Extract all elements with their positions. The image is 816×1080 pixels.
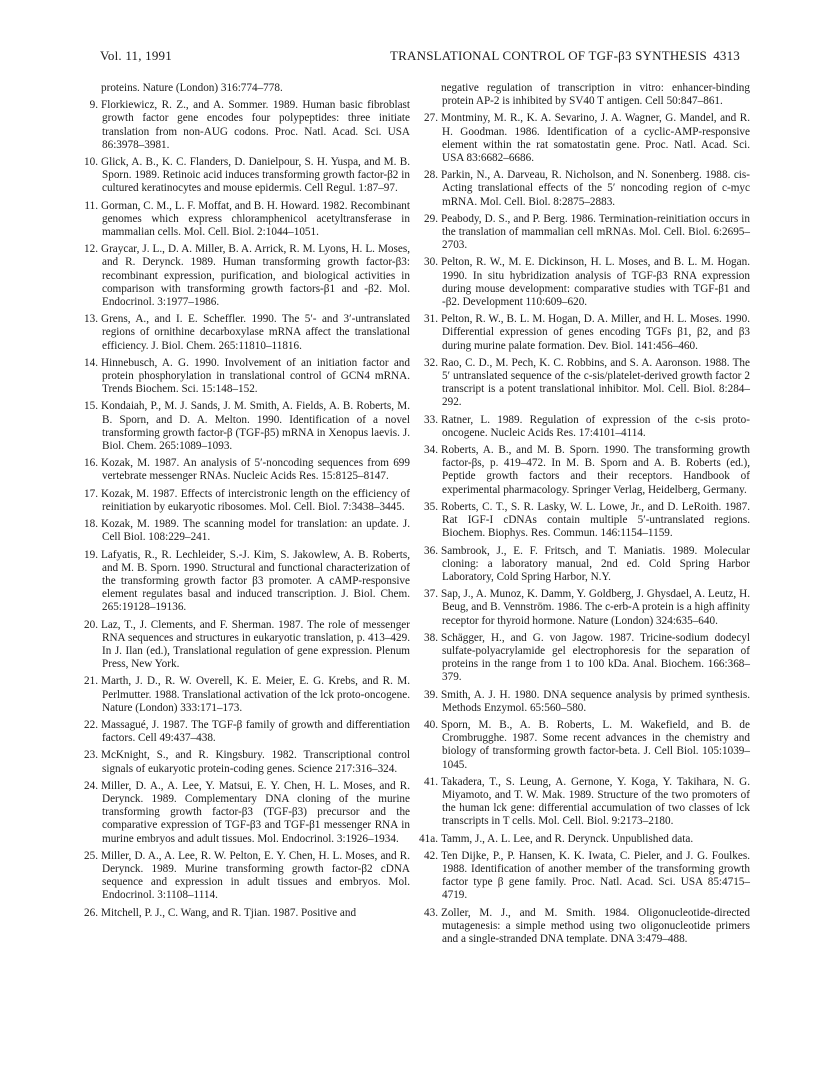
reference-text: Roberts, A. B., and M. B. Sporn. 1990. The transforming growth factor-βs, p. 419–472. In M. B. Sporn and A. B. Roberts (ed.), Peptide growth factors and their receptors. Handbook of experimental pharmacology. Springer Verlag, Heidelberg, Germany. <box>441 444 750 496</box>
reference-entry <box>80 400 410 453</box>
reference-entry <box>80 719 410 745</box>
reference-number: 10. <box>84 156 98 169</box>
reference-number: 24. <box>84 779 98 792</box>
reference-text: Kozak, M. 1989. The scanning model for translation: an update. J. Cell Biol. 108:229–241. <box>101 518 410 544</box>
reference-text: Pelton, R. W., M. E. Dickinson, H. L. Moses, and B. L. M. Hogan. 1990. In situ hybridization analysis of TGF-β3 RNA expression during mouse development: comparative studies with TGF-β1 and -β2. Development 110:609–620. <box>441 256 750 309</box>
reference-text: Florkiewicz, R. Z., and A. Sommer. 1989. Human basic fibroblast growth factor gene encodes four polypeptides: three initiate translation from non-AUG codons. Proc. Natl. Acad. Sci. USA 86:3978–3981. <box>101 99 410 151</box>
reference-entry <box>80 675 410 715</box>
reference-number: 42. <box>424 849 438 862</box>
reference-number: 40. <box>424 718 438 731</box>
reference-text: Mitchell, P. J., C. Wang, and R. Tjian. 1987. Positive and <box>101 906 357 919</box>
reference-text: Pelton, R. W., B. L. M. Hogan, D. A. Miller, and H. L. Moses. 1990. Differential expression of genes encoding TGFs β1, β2, and β3 during murine palate formation. Dev. Biol. 141:456–460. <box>441 313 750 352</box>
reference-entry <box>80 200 410 240</box>
reference-number: 43. <box>424 906 438 919</box>
reference-entry <box>80 156 410 196</box>
reference-number: 41a. <box>419 832 438 845</box>
reference-text: Lafyatis, R., R. Lechleider, S.-J. Kim, S. Jakowlew, A. B. Roberts, and M. B. Sporn. 1990. Structural and functional characterization of the transforming growth factor β3 promoter. A cAMP-responsive element regulates basal and induced transcription. J. Biol. Chem. 265:19128–19136. <box>101 548 410 614</box>
reference-entry <box>420 501 750 541</box>
reference-entry <box>80 357 410 397</box>
reference-entry <box>80 518 410 544</box>
reference-number: 18. <box>84 518 98 531</box>
reference-text: Massagué, J. 1987. The TGF-β family of growth and differentiation factors. Cell 49:437–438. <box>101 718 410 745</box>
reference-entry <box>80 549 410 615</box>
reference-text: Schägger, H., and G. von Jagow. 1987. Tricine-sodium dodecyl sulfate-polyacrylamide gel electrophoresis for the separation of proteins in the range from 1 to 100 kDa. Anal. Biochem. 166:368–379. <box>441 631 750 684</box>
reference-text: negative regulation of transcription in vitro: enhancer-binding protein AP-2 is inhibited by SV40 T antigen. Cell 50:847–861. <box>441 82 750 108</box>
reference-number: 13. <box>84 313 98 326</box>
reference-entry <box>80 82 410 95</box>
reference-text: Grens, A., and I. E. Scheffler. 1990. The 5′- and 3′-untranslated regions of ornithine decarboxylase mRNA affect the translational efficiency. J. Biol. Chem. 265:11810–11816. <box>101 313 410 352</box>
reference-entry <box>420 169 750 209</box>
reference-entry <box>420 256 750 309</box>
reference-text: Parkin, N., A. Darveau, R. Nicholson, and N. Sonenberg. 1988. cis-Acting translational effects of the 5′ noncoding region of c-myc mRNA. Mol. Cell. Biol. 8:2875–2883. <box>441 169 750 208</box>
reference-entry <box>420 850 750 903</box>
reference-text: Kozak, M. 1987. An analysis of 5′-noncoding sequences from 699 vertebrate messenger RNAs. Nucleic Acids Res. 15:8125–8147. <box>101 457 410 483</box>
reference-entry <box>420 545 750 585</box>
reference-number: 12. <box>84 243 98 256</box>
reference-number: 39. <box>424 688 438 701</box>
reference-entry <box>420 313 750 353</box>
reference-text: Ten Dijke, P., P. Hansen, K. K. Iwata, C. Pieler, and J. G. Foulkes. 1988. Identification of another member of the transforming growth factor type β gene family. Proc. Natl. Acad. Sci. USA 85:4715–4719. <box>441 849 750 902</box>
reference-entry <box>420 82 750 108</box>
reference-entry <box>420 357 750 410</box>
reference-text: Marth, J. D., R. W. Overell, K. E. Meier, E. G. Krebs, and R. M. Perlmutter. 1988. Translational activation of the lck proto-oncogene. Nature (London) 333:171–173. <box>101 675 410 714</box>
reference-text: Zoller, M. J., and M. Smith. 1984. Oligonucleotide-directed mutagenesis: a simple method using two oligonucleotide primers and a single-stranded DNA template. DNA 3:479–488. <box>441 906 750 945</box>
reference-entry <box>80 619 410 672</box>
reference-number: 26. <box>84 906 98 919</box>
reference-entry <box>420 907 750 947</box>
reference-number: 25. <box>84 849 98 862</box>
reference-number: 20. <box>84 618 98 631</box>
reference-number: 17. <box>84 487 98 500</box>
reference-text: Gorman, C. M., L. F. Moffat, and B. H. Howard. 1982. Recombinant genomes which express chloramphenicol acetyltransferase in mammalian cells. Mol. Cell. Biol. 2:1044–1051. <box>101 199 410 239</box>
reference-number: 30. <box>424 256 438 269</box>
reference-number: 16. <box>84 457 98 470</box>
reference-text: Kondaiah, P., M. J. Sands, J. M. Smith, A. Fields, A. B. Roberts, M. B. Sporn, and D. A. Melton. 1990. Identification of a novel transforming growth factor-β (TGF-β5) mRNA in Xenopus laevis. J. Biol. Chem. 265:1089–1093. <box>101 400 410 453</box>
reference-entry <box>420 689 750 715</box>
page-header <box>100 48 740 70</box>
reference-number: 41. <box>424 775 438 788</box>
reference-entry <box>420 632 750 685</box>
reference-number: 14. <box>84 356 98 369</box>
reference-text: Miller, D. A., A. Lee, R. W. Pelton, E. Y. Chen, H. L. Moses, and R. Derynck. 1989. Murine transforming growth factor-β2 cDNA sequence and expression in adult tissues and embryos. Mol. Endocrinol. 3:1108–1114. <box>101 849 410 902</box>
reference-text: proteins. Nature (London) 316:774–778. <box>101 82 283 94</box>
reference-number: 28. <box>424 169 438 182</box>
volume-label: Vol. 11, 1991 <box>100 48 172 63</box>
reference-column-left <box>80 82 410 924</box>
running-title: TRANSLATIONAL CONTROL OF TGF-β3 SYNTHESIS <box>390 48 707 63</box>
reference-text: Kozak, M. 1987. Effects of intercistronic length on the efficiency of reinitiation by eukaryotic ribosomes. Mol. Cell. Biol. 7:3438–3445. <box>101 487 410 513</box>
reference-number: 38. <box>424 631 438 644</box>
reference-number: 32. <box>424 356 438 369</box>
reference-number: 29. <box>424 212 438 225</box>
reference-number: 15. <box>84 400 98 413</box>
reference-number: 9. <box>89 99 98 112</box>
reference-text: Takadera, T., S. Leung, A. Gernone, Y. Koga, Y. Takihara, N. G. Miyamoto, and T. W. Mak. 1989. Structure of the two promoters of the human lck gene: differential accumulation of two classes of lck transcripts in T cells. Mol. Cell. Biol. 9:2173–2180. <box>441 775 750 828</box>
reference-text: Sporn, M. B., A. B. Roberts, L. M. Wakefield, and B. de Crombrugghe. 1987. Some recent advances in the chemistry and biology of transforming growth factor-beta. J. Cell Biol. 105:1039–1045. <box>441 718 750 771</box>
reference-number: 11. <box>84 199 98 212</box>
reference-entry <box>80 749 410 775</box>
reference-entry <box>80 457 410 483</box>
reference-number: 35. <box>424 500 438 513</box>
reference-entry <box>420 213 750 253</box>
reference-text: Tamm, J., A. L. Lee, and R. Derynck. Unpublished data. <box>441 832 694 845</box>
reference-entry <box>420 414 750 440</box>
reference-text: Sambrook, J., E. F. Fritsch, and T. Maniatis. 1989. Molecular cloning: a laboratory manual, 2nd ed. Cold Spring Harbor Laboratory, Cold Spring Harbor, N.Y. <box>441 544 750 583</box>
reference-number: 37. <box>424 588 438 601</box>
reference-number: 34. <box>424 444 438 457</box>
reference-entry <box>80 99 410 152</box>
reference-number: 33. <box>424 413 438 426</box>
reference-number: 27. <box>424 112 438 125</box>
reference-entry <box>80 850 410 903</box>
reference-number: 36. <box>424 544 438 557</box>
reference-entry <box>80 313 410 353</box>
reference-text: Roberts, C. T., S. R. Lasky, W. L. Lowe, Jr., and D. LeRoith. 1987. Rat IGF-I cDNAs contain multiple 5′-untranslated regions. Biochem. Biophys. Res. Commun. 146:1154–1159. <box>441 500 750 540</box>
reference-number: 19. <box>84 548 98 561</box>
reference-entry <box>420 833 750 846</box>
reference-text: Miller, D. A., A. Lee, Y. Matsui, E. Y. Chen, H. L. Moses, and R. Derynck. 1989. Complementary DNA cloning of the murine transforming growth factor-β3 (TGF-β3) precursor and the comparative expression of TGF-β3 and TGF-β1 messenger RNA in murine embryos and adult tissues. Mol. Endocrinol. 3:1926–1934. <box>101 779 410 845</box>
reference-entry <box>420 719 750 772</box>
reference-text: Peabody, D. S., and P. Berg. 1986. Termination-reinitiation occurs in the translation of mammalian cell mRNAs. Mol. Cell. Biol. 6:2695–2703. <box>441 212 750 252</box>
reference-text: Sap, J., A. Munoz, K. Damm, Y. Goldberg, J. Ghysdael, A. Leutz, H. Beug, and B. Vennström. 1986. The c-erb-A protein is a high affinity receptor for thyroid hormone. Nature (London) 324:635–640. <box>441 588 750 627</box>
reference-entry <box>80 243 410 309</box>
reference-entry <box>80 907 410 920</box>
reference-entry <box>80 780 410 846</box>
reference-text: Ratner, L. 1989. Regulation of expression of the c-sis proto-oncogene. Nucleic Acids Res. 17:4101–4114. <box>441 413 750 439</box>
reference-number: 22. <box>84 718 98 731</box>
reference-entry <box>420 776 750 829</box>
reference-entry <box>420 112 750 165</box>
reference-text: Montminy, M. R., K. A. Sevarino, J. A. Wagner, G. Mandel, and R. H. Goodman. 1986. Identification of a cyclic-AMP-responsive element within the rat somatostatin gene. Proc. Natl. Acad. Sci. USA 83:6682–6686. <box>441 112 750 165</box>
reference-entry <box>80 488 410 514</box>
reference-entry <box>420 444 750 497</box>
reference-text: Hinnebusch, A. G. 1990. Involvement of an initiation factor and protein phosphorylation in translational control of GCN4 mRNA. Trends Biochem. Sci. 15:148–152. <box>101 356 410 396</box>
page-number: 4313 <box>713 48 740 63</box>
reference-number: 23. <box>84 749 98 762</box>
reference-text: Glick, A. B., K. C. Flanders, D. Danielpour, S. H. Yuspa, and M. B. Sporn. 1989. Retinoic acid induces transforming growth factor-β2 in cultured keratinocytes and mouse epidermis. Cell Regul. 1:87–97. <box>101 156 410 195</box>
reference-text: Smith, A. J. H. 1980. DNA sequence analysis by primed synthesis. Methods Enzymol. 65:560–580. <box>441 688 750 714</box>
reference-number: 21. <box>84 675 98 688</box>
reference-entry <box>420 588 750 628</box>
reference-column-right <box>420 82 750 950</box>
reference-text: McKnight, S., and R. Kingsbury. 1982. Transcriptional control signals of eukaryotic protein-coding genes. Science 217:316–324. <box>101 749 410 775</box>
reference-text: Graycar, J. L., D. A. Miller, B. A. Arrick, R. M. Lyons, H. L. Moses, and R. Derynck. 1989. Human transforming growth factor-β3: recombinant expression, purification, and biological activities in comparison with transforming growth factors-β1 and -β2. Mol. Endocrinol. 3:1977–1986. <box>101 243 410 309</box>
reference-text: Rao, C. D., M. Pech, K. C. Robbins, and S. A. Aaronson. 1988. The 5′ untranslated sequence of the c-sis/platelet-derived growth factor 2 transcript is a potent translational inhibitor. Mol. Cell. Biol. 8:284–292. <box>441 356 750 409</box>
reference-text: Laz, T., J. Clements, and F. Sherman. 1987. The role of messenger RNA sequences and structures in eukaryotic translation, p. 413–429. In J. Ilan (ed.), Translational regulation of gene expression. Plenum Press, New York. <box>101 618 410 671</box>
reference-number: 31. <box>424 313 438 326</box>
